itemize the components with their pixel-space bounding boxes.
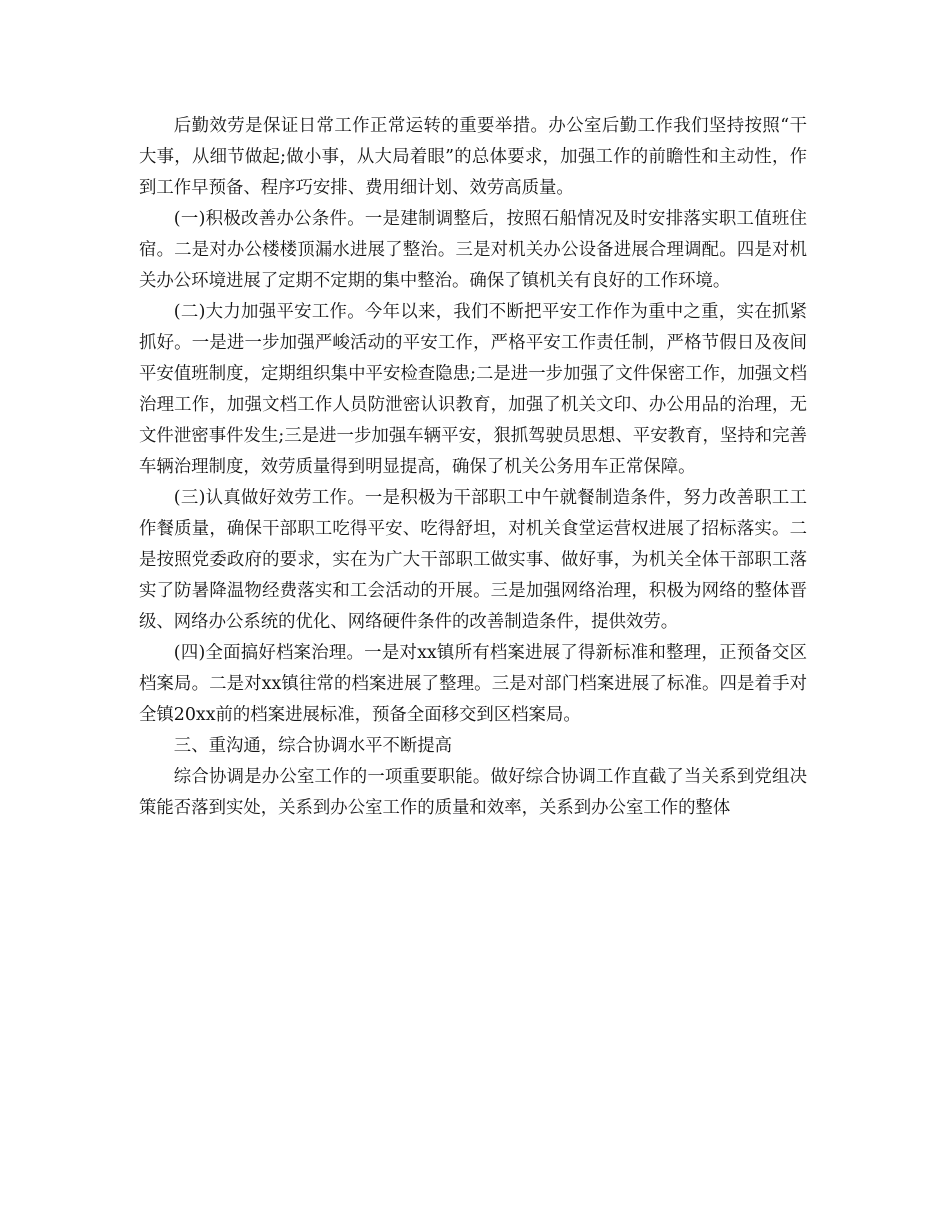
paragraph-archive-management: (四)全面搞好档案治理。一是对xx镇所有档案进展了得新标准和整理，正预备交区档案局。二是对xx镇往常的档案进展了整理。三是对部门档案进展了标准。四是着手对全镇20xx前的档案进展标准，预备全面移交到区档案局。 (139, 643, 807, 725)
paragraph-safety-work: (二)大力加强平安工作。今年以来，我们不断把平安工作作为重中之重，实在抓紧抓好。一是进一步加强严峻活动的平安工作，严格平安工作责任制，严格节假日及夜间平安值班制度，定期组织集中平安检查隐患;二是进一步加强了文件保密工作，加强文档治理工作，加强文档工作人员防泄密认识教育，加强了机关文印、办公用品的治理，无文件泄密事件发生;三是进一步加强车辆平安，狠抓驾驶员思想、平安教育，坚持和完善车辆治理制度，效劳质量得到明显提高，确保了机关公务用车正常保障。 (139, 302, 807, 477)
paragraph-service-work: (三)认真做好效劳工作。一是积极为干部职工中午就餐制造条件，努力改善职工工作餐质量，确保干部职工吃得平安、吃得舒坦，对机关食堂运营权进展了招标落实。二是按照党委政府的要求，实在为广大干部职工做实事、做好事，为机关全体干部职工落实了防暑降温物经费落实和工会活动的开展。三是加强网络治理，积极为网络的整体晋级、网络办公系统的优化、网络硬件条件的改善制造条件，提供效劳。 (139, 488, 807, 632)
paragraph-office-conditions: (一)积极改善办公条件。一是建制调整后，按照石船情况及时安排落实职工值班住宿。二是对办公楼楼顶漏水进展了整治。三是对机关办公设备进展合理调配。四是对机关办公环境进展了定期不定期的集中整治。确保了镇机关有良好的工作环境。 (139, 209, 807, 291)
paragraph-coordination: 综合协调是办公室工作的一项重要职能。做好综合协调工作直截了当关系到党组决策能否落到实处，关系到办公室工作的质量和效率，关系到办公室工作的整体 (139, 767, 807, 818)
section-heading-coordination: 三、重沟通，综合协调水平不断提高 (173, 736, 453, 756)
paragraph-logistics-intro: 后勤效劳是保证日常工作正常运转的重要举措。办公室后勤工作我们坚持按照“干大事，从细节做起;做小事，从大局着眼”的总体要求，加强工作的前瞻性和主动性，作到工作早预备、程序巧安排、费用细计划、效劳高质量。 (139, 116, 807, 198)
document-body (139, 111, 807, 824)
